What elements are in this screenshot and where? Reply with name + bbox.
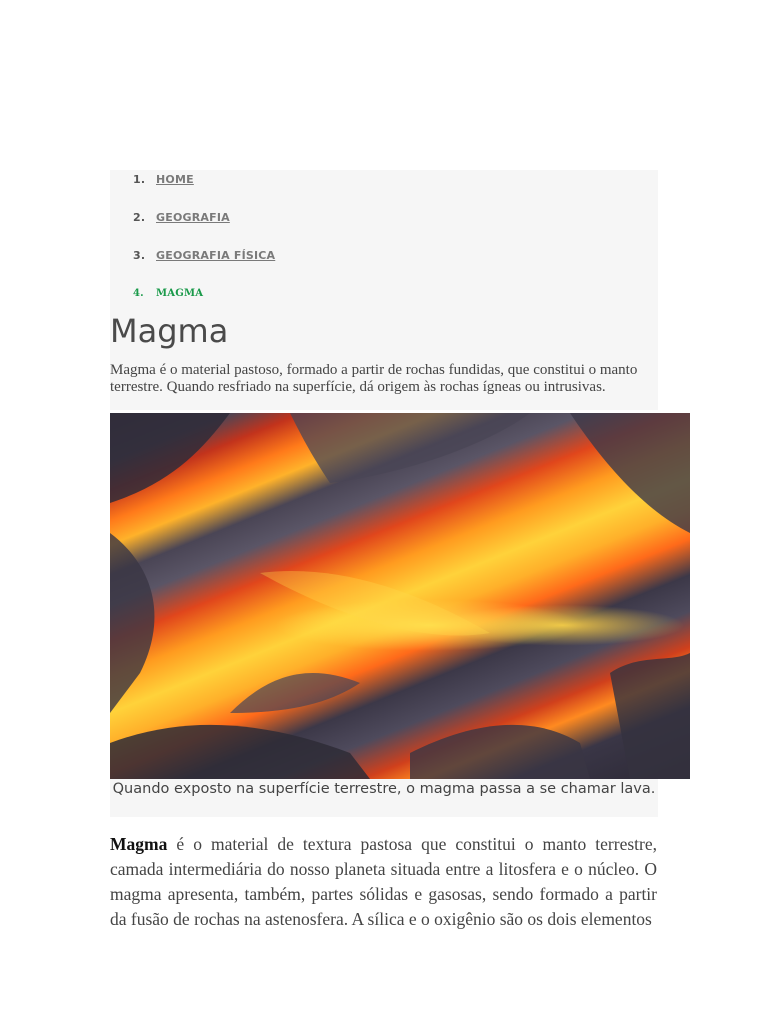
article-summary: Magma é o material pastoso, formado a partir de rochas fundidas, que constitui o manto terrestre. Quando resfriado na superfície, dá origem às rochas ígneas ou intrusivas. xyxy=(110,362,638,395)
page-title: Magma xyxy=(110,312,229,350)
breadcrumb-item-magma xyxy=(110,274,658,312)
breadcrumb-link-geografia-fisica[interactable]: GEOGRAFIA FÍSICA xyxy=(156,248,276,262)
breadcrumb-item-geografia xyxy=(110,198,658,236)
lava-texture-overlay xyxy=(110,413,690,779)
breadcrumb-item-home xyxy=(110,160,658,198)
breadcrumb xyxy=(110,160,658,312)
breadcrumb-link-home[interactable]: HOME xyxy=(156,172,194,186)
breadcrumb-number: 3. xyxy=(133,248,146,262)
breadcrumb-item-geografia-fisica xyxy=(110,236,658,274)
article-body xyxy=(110,832,657,932)
lava-photo xyxy=(110,413,690,779)
body-paragraph-text: é o material de textura pastosa que constitui o manto terrestre, camada intermediária do nosso planeta situada entre a litosfera e o núcleo. O magma apresenta, também, partes sólidas e gasosas, sendo formado a partir da fusão de rochas na astenosfera. A sílica e o oxigênio são os dois elementos xyxy=(110,834,657,929)
breadcrumb-link-geografia[interactable]: GEOGRAFIA xyxy=(156,210,230,224)
body-lead-term: Magma xyxy=(110,834,168,854)
breadcrumb-number: 2. xyxy=(133,210,146,224)
image-caption: Quando exposto na superfície terrestre, o magma passa a se chamar lava. xyxy=(110,779,658,817)
breadcrumb-number: 4. xyxy=(133,287,144,299)
breadcrumb-current-page: MAGMA xyxy=(156,287,204,299)
breadcrumb-number: 1. xyxy=(133,172,146,186)
